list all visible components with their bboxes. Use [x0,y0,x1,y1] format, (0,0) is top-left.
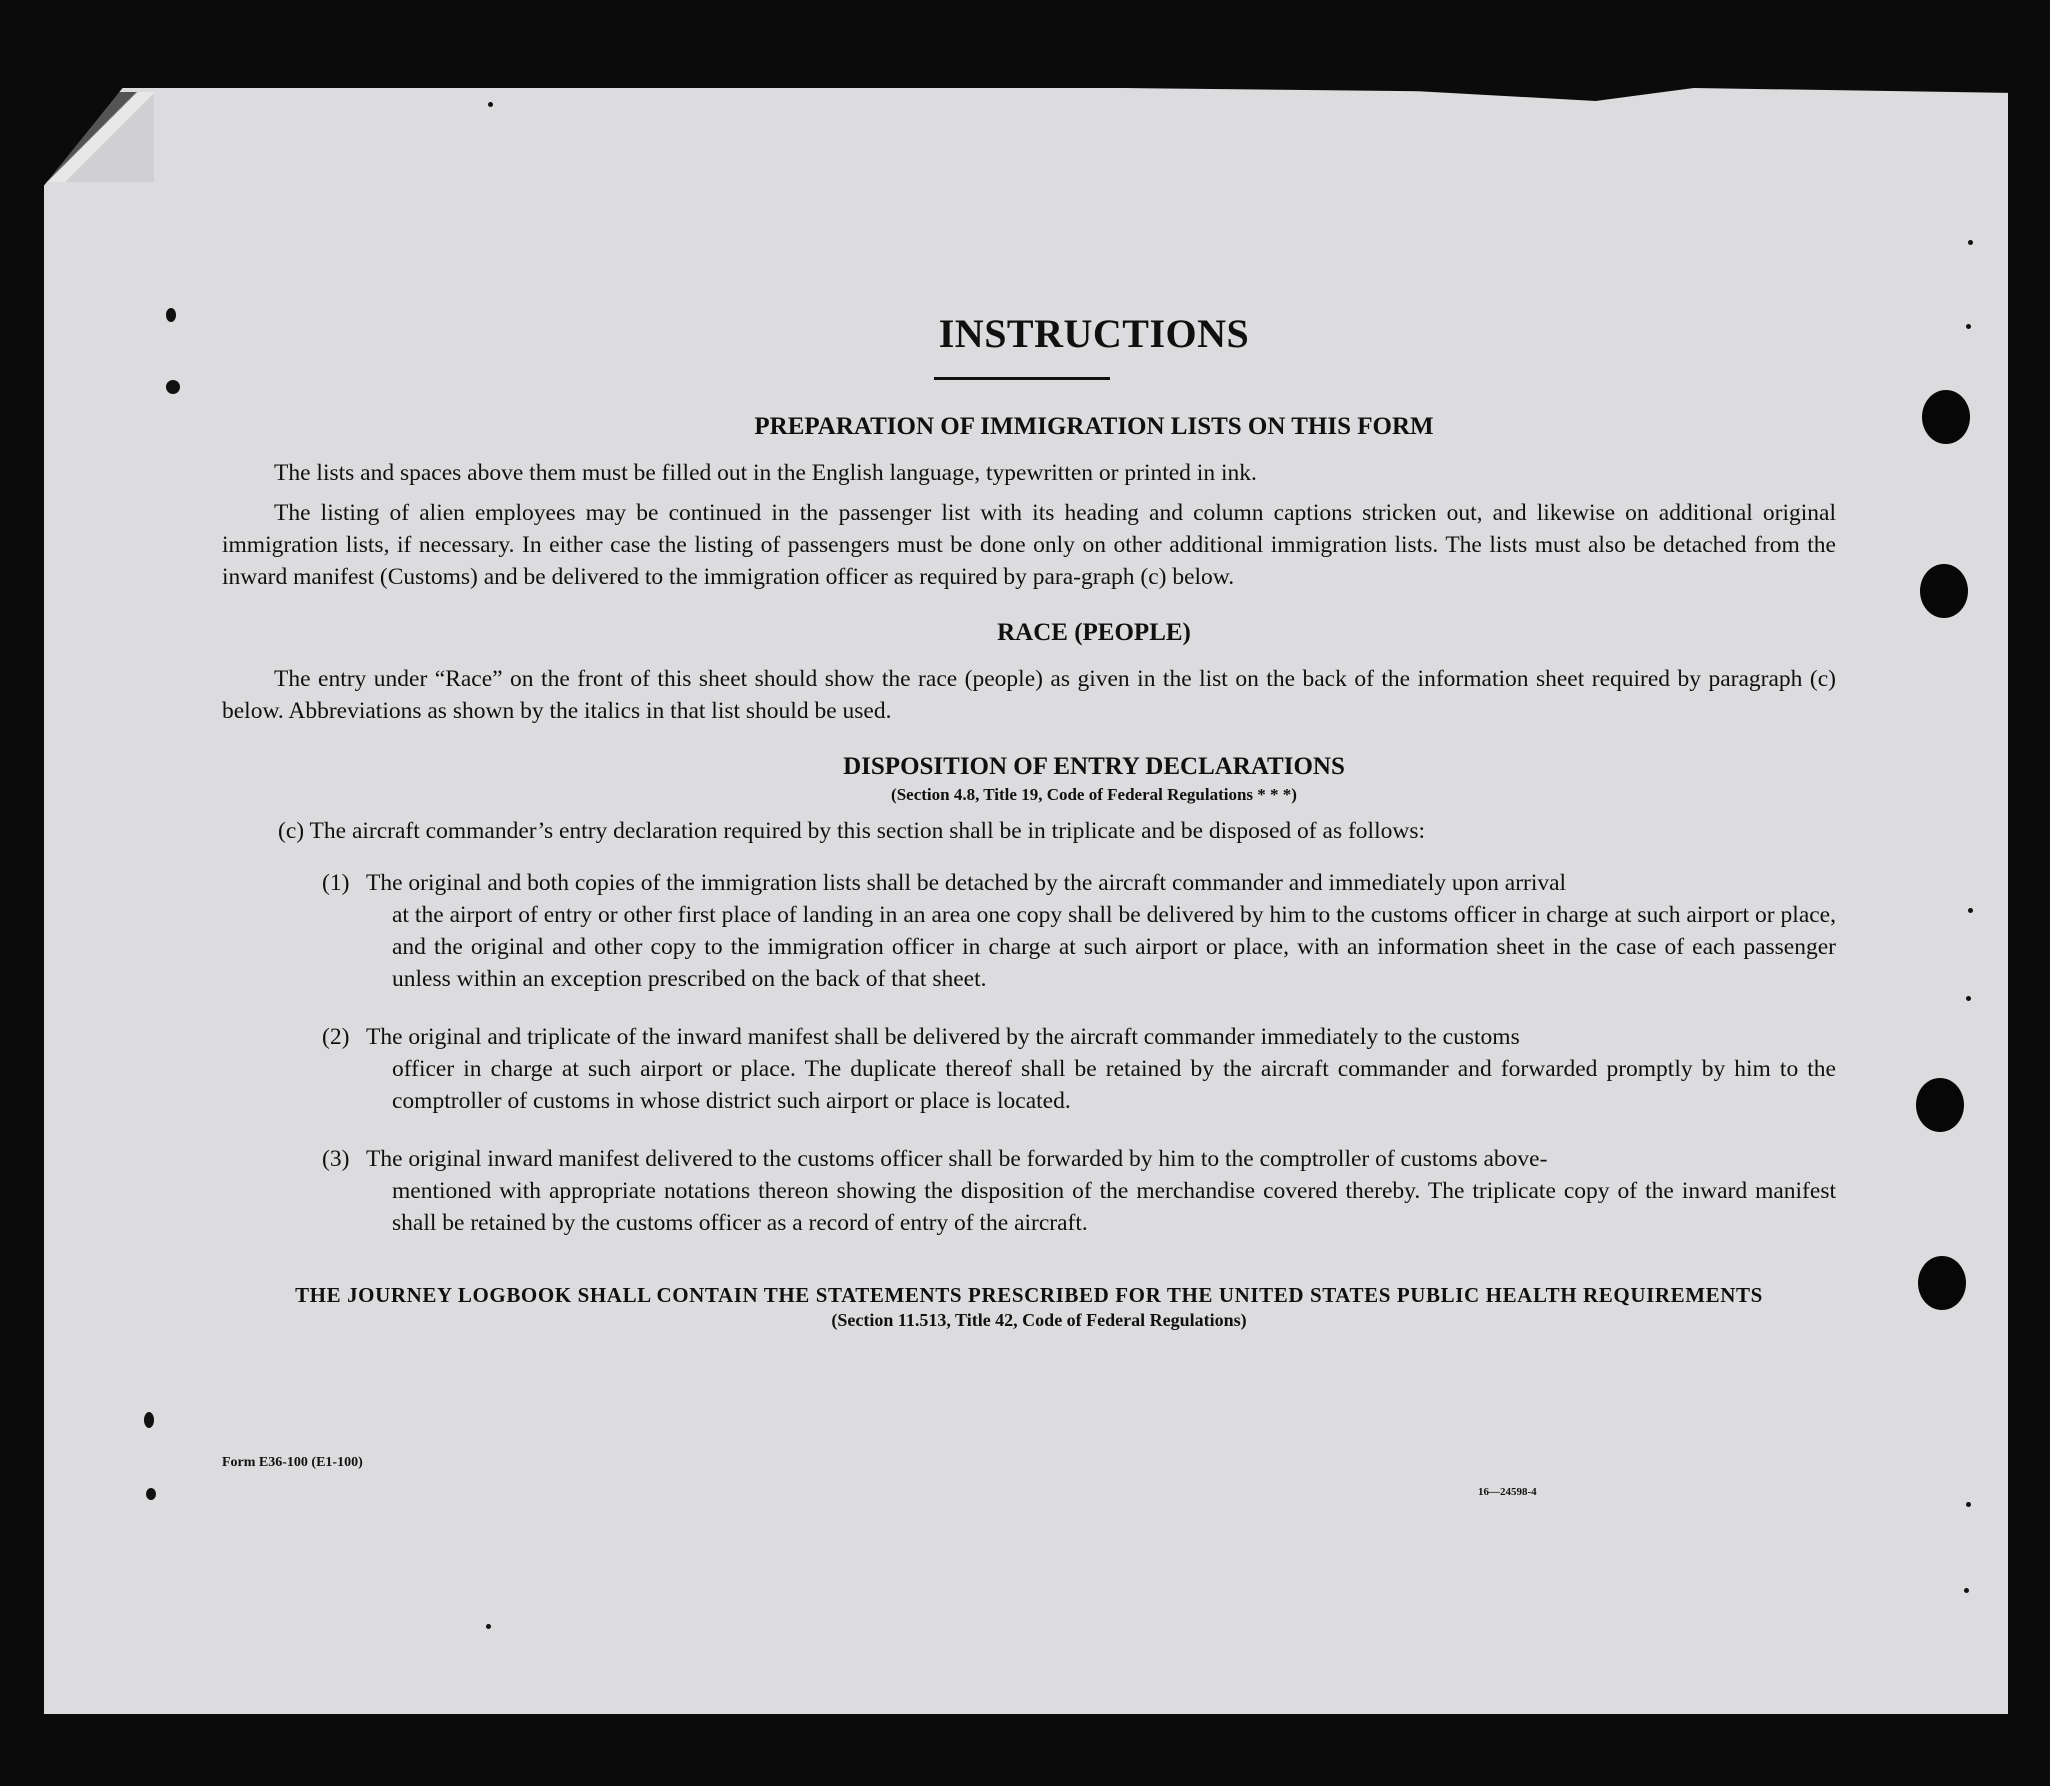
item-number: (2) [322,1024,350,1050]
speck-mark [1966,996,1971,1001]
punch-hole [1920,564,1968,618]
punch-hole [1922,390,1970,444]
item-text: at the airport of entry or other first place of landing in an area one copy shall be delivered by him to the customs officer in charge at such airport or place, and the original and other copy to the immigration officer in charge at such airport or place, with an information sheet in the case of each passenger unless within an exception prescribed on the back of that sheet. [392,902,1836,992]
speck-mark [1968,240,1973,245]
speck-mark [166,380,180,394]
print-code: 16—24598-4 [1478,1486,1537,1498]
item-number: (3) [322,1146,350,1172]
section-heading-disposition: DISPOSITION OF ENTRY DECLARATIONS [843,753,1345,780]
item-number: (1) [322,870,350,896]
speck-mark [166,308,176,322]
paragraph: The entry under “Race” on the front of this sheet should show the race (people) as given in the list on the back of the information sheet required by paragraph (c) below. Abbreviations as shown by the italics in that list should be used. [222,666,1836,724]
footer-citation: (Section 11.513, Title 42, Code of Federal Regulations) [831,1310,1247,1330]
speck-mark [1966,1502,1971,1507]
punch-hole [1916,1078,1964,1132]
document-body [222,310,1836,1331]
title-underline [934,377,1110,380]
speck-mark [486,1624,491,1629]
item-text-first-line: The original and both copies of the immigration lists shall be detached by the aircraft commander and immediately upon arrival [366,870,1567,896]
speck-mark [146,1488,156,1500]
section-heading-preparation: PREPARATION OF IMMIGRATION LISTS ON THIS FORM [754,413,1434,440]
page-title: INSTRUCTIONS [938,311,1250,356]
paragraph: The lists and spaces above them must be filled out in the English language, typewritten or printed in ink. [274,460,1257,486]
form-number: Form E36-100 (E1-100) [222,1455,363,1470]
speck-mark [144,1412,154,1428]
folded-corner [44,92,154,182]
item-text-first-line: The original and triplicate of the inward manifest shall be delivered by the aircraft commander immediately to the customs [366,1024,1520,1050]
speck-mark [1964,1588,1969,1593]
punch-hole [1918,1256,1966,1310]
item-text: mentioned with appropriate notations thereon showing the disposition of the merchandise covered thereby. The triplicate copy of the inward manifest shall be retained by the customs officer as a record of entry of the aircraft. [392,1178,1836,1236]
section-citation: (Section 4.8, Title 19, Code of Federal Regulations * * *) [891,785,1297,804]
item-text: officer in charge at such airport or place. The duplicate thereof shall be retained by the aircraft commander and forwarded promptly by him to the comptroller of customs in whose district such airport or place is located. [392,1056,1836,1114]
list-item [322,1143,1836,1239]
speck-mark [1968,908,1973,913]
list-item [322,867,1836,995]
footer-heading: THE JOURNEY LOGBOOK SHALL CONTAIN THE STATEMENTS PRESCRIBED FOR THE UNITED STATES PUBLIC HEALTH REQUIREMENTS [295,1283,1763,1307]
item-text-first-line: The original inward manifest delivered to the customs officer shall be forwarded by him to the comptroller of customs above- [366,1146,1548,1172]
paragraph-c: (c) The aircraft commander’s entry declaration required by this section shall be in triplicate and be disposed of as follows: [278,818,1425,844]
section-heading-race: RACE (PEOPLE) [997,619,1191,646]
speck-mark [488,102,493,107]
paragraph: The listing of alien employees may be continued in the passenger list with its heading and column captions stricken out, and likewise on additional original immigration lists, if necessary. In either case the listing of passengers must be done only on other additional immigration lists. The lists must also be detached from the inward manifest (Customs) and be delivered to the immigration officer as required by para-graph (c) below. [222,500,1836,590]
speck-mark [1966,324,1971,329]
list-item [322,1021,1836,1117]
